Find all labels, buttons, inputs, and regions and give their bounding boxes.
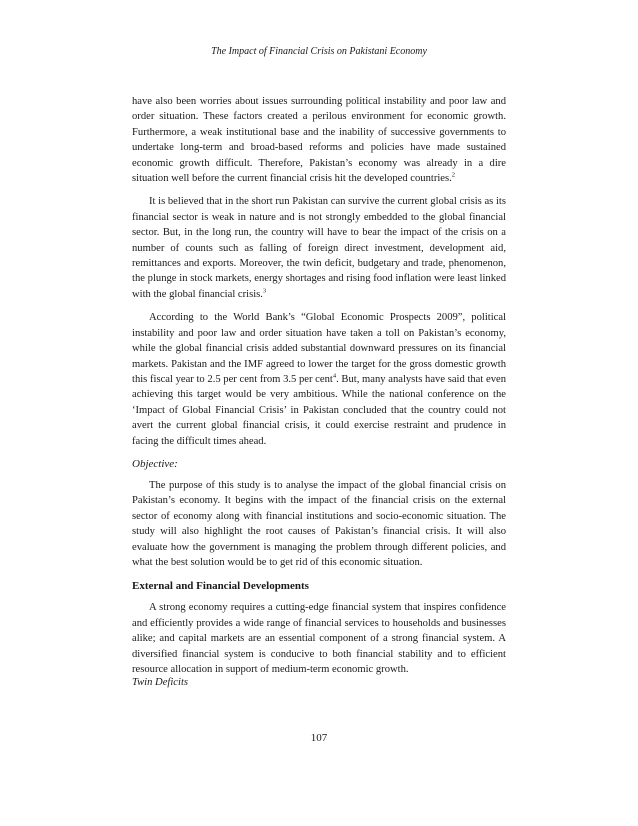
paragraph-3-text-b: . But, many analysts have said that even achieving this target would be very ambitious. While the national conference on the ‘Impact of Global Financial Crisis’ in Pakistan concluded that the country could not avert the current global financial crisis, it could exercise restraint and prudence in facing the difficult times ahead.: [132, 373, 506, 447]
footnote-ref-3: 3: [262, 287, 267, 295]
objective-heading: Objective:: [132, 457, 178, 470]
paragraph-1: [132, 94, 506, 186]
paragraph-3: [132, 310, 506, 449]
paragraph-2: [132, 194, 506, 302]
section-heading: External and Financial Developments: [132, 580, 309, 593]
subheading-twin-deficits: Twin Deficits: [132, 677, 189, 689]
page-body: [132, 94, 506, 688]
paragraph-3-text-a: According to the World Bank’s “Global Economic Prospects 2009”, political instability and poor law and order situation have taken a toll on Pakistan’s economy, while the global financial crisis added substantial downward pressures on its financial markets. Pakistan and the IMF agreed to lower the target for the gross domestic growth this fiscal year to 2.5 per cent from 3.5 per cent: [132, 312, 506, 385]
page-number: 107: [310, 732, 328, 744]
paragraph-4: The purpose of this study is to analyse the impact of the global financial crisis on Pakistan’s economy. It begins with the impact of the financial crisis on the external sector of economy along with financial institutions and socio-economic situation. The study will also highlight the root causes of Pakistan’s financial crisis. It will also evaluate how the government is managing the problem through different policies, and what the best solution would be to get rid of this economic situation.: [132, 479, 506, 568]
paragraph-5: A strong economy requires a cutting-edge financial system that inspires confidence and efficiently provides a wide range of financial services to households and businesses alike; and capital markets are an essential component of a strong financial system. A diversified financial system is conducive to both financial stability and to efficient resource allocation in support of medium-term economic growth.: [132, 602, 506, 675]
running-head: The Impact of Financial Crisis on Pakistani Economy: [211, 46, 427, 57]
paragraph-1-text: have also been worries about issues surrounding political instability and poor law and order situation. These factors created a perilous environment for economic growth. Furthermore, a weak institutional base and the inability of successive governments to undertake long-term and broad-based reforms and policies have made sustained economic growth difficult. Therefore, Pakistan’s economy was already in a dire situation well before the current financial crisis hit the developed countries.: [132, 96, 506, 185]
footnote-ref-4: 4: [332, 372, 337, 380]
paragraph-2-text: It is believed that in the short run Pakistan can survive the current global crisis as its financial sector is weak in nature and is not strongly embedded to the global financial sector. But, in the long run, the country will have to bear the impact of the crisis on a number of counts such as falling of foreign direct investment, development aid, remittances and exports. Moreover, the twin deficit, budgetary and trade, phenomenon, the plunge in stock markets, energy shortages and rising food inflation were least linked with the global financial crisis.: [132, 196, 506, 300]
footnote-ref-2: 2: [451, 171, 456, 179]
